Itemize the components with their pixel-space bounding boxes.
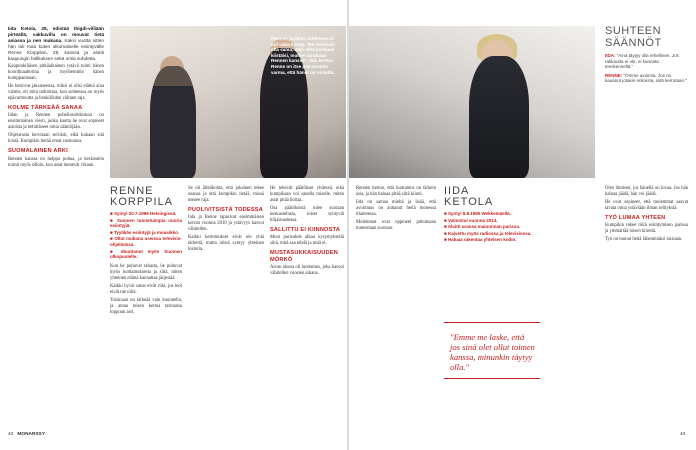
paragraph: Kumpikin tekee töitä esiintymisen parissa ja ymmärtää toisen kiireitä. <box>605 223 688 235</box>
paragraph: Oleo ihmisen, jos hänellä on kivaa. Jos hän haluaa jäädä, hän voi jäädä. <box>605 186 688 197</box>
paragraph: Aivan alussa oli luottamus, joka kasvoi vähitellen vuosien aikana. <box>270 265 344 277</box>
section-heading: MUSTASUKKAISUUDEN MÖRKÖ <box>270 250 338 263</box>
section-heading: TYÖ LUMAA YHTEEN <box>605 215 666 221</box>
paragraph: Rennen kanssa on helppo puhua, ja keskustelu toimii myös silloin, kun asiat menevät vikaan. <box>8 156 104 168</box>
paragraph: Työ on tuonut heitä lähemmäksi toisiaan. <box>605 237 683 243</box>
iida-name <box>444 186 538 208</box>
photo-caption: Rennen ja Iidan suhteessa ei tuli valta-kysyä. "En tarvitsisi olla sama, ettei mitä koskaan kiistäisi, mutten ainakaan Rennen kanssa", Iida kertoo. Renne on itse päinvastoin varma, että hänet on voiteltu. <box>271 36 335 75</box>
column-4-body <box>270 186 344 277</box>
fact-item: ■ Suomen tunnetuimpia nuoria esiintyjiä. <box>110 217 182 229</box>
paragraph: Moni parisuhde alkaa kysymyksellä siitä, mitä saa tehdä ja mitä ei. <box>270 235 344 247</box>
iida-first-name: IIDA <box>444 185 470 197</box>
pullquote-rule-top <box>444 322 540 323</box>
iida-facts <box>444 211 538 243</box>
section-heading: PUOLIVITSISTÄ TODESSA <box>188 207 263 213</box>
section-heading: SUOMALAINEN ARKI <box>8 148 68 155</box>
rule-text: "Omme avoimia. Jos on kauanut jotakin erikoista, siitä kerrotaan." <box>605 72 687 84</box>
paragraph: Osa päätöksistä tulee suoraan keskustelusta, toiset syntyvät hiljaisuudessa. <box>270 206 344 223</box>
paragraph: Kaikki hyvät sanat eivät riitä, jos teot eivät tue niitä. <box>110 283 182 295</box>
paragraph: Iida ja Renne tapasivat ensimmäisen kerran vuonna 2010 ja ystävyys kasvoi vähitellen. <box>188 215 264 233</box>
article-column-2 <box>110 186 182 318</box>
portrait-photo-right <box>349 26 595 178</box>
renne-name <box>110 186 182 208</box>
article-column-1 <box>8 26 104 171</box>
paragraph: Kun he puhuvat rahasta, he puhuvat myös luottamuksesta ja siitä, miten yhteinen elämä kannattaa järjestää. <box>110 263 182 281</box>
fact-item: ■ Aloitti uransa mainonnan parissa. <box>444 224 521 230</box>
pullquote: "Emme me laske, että jos sinä olet ollut toimen kanssa, minunkin täytyy olla." <box>450 332 535 372</box>
article-column-5 <box>356 186 436 234</box>
column-1-body <box>8 64 104 169</box>
fact-item: ■ Syntyi 20.7.1996 Helsingissä. <box>110 211 177 216</box>
paragraph: Toisinaan on tärkeää vain kuunnella, ja antaa toisen kertoa tarinansa loppuun asti. <box>110 297 182 315</box>
fact-item: ■ Muuttanut myös Suomen ulkopuolelle. <box>110 248 182 260</box>
rule-speaker: RENNE: <box>605 72 624 78</box>
intro-paragraph <box>8 26 104 62</box>
paragraph: He kertovat jaksaneensa, miksi ei olisi elämä aina valmis, eli mitä tarkoittaa, kun suhteessa on myös epävarmuutta ja henkilöiden välinen raja. <box>8 84 104 101</box>
rule-item <box>605 73 688 84</box>
fact-item: ■ Ollut mukana useissa televisio-ohjelmissa. <box>110 236 182 247</box>
magazine-name: MONARSSY <box>17 432 46 437</box>
intro-lead: Iida Ketola, 25, edistää thigdi-villiään pirteällä, vakkuvilla on mouvat tietä asiassa ja nen mukana. <box>8 26 104 43</box>
column-7-body <box>605 186 688 243</box>
rule-text: "Aina täytyy olla rehellinen. Jos rakkautta ei ole, ei kannata teeskennellä." <box>605 53 679 70</box>
paragraph: Molemmat ovat oppineet puhumaan tunteistaan suoraan. <box>356 220 436 231</box>
paragraph: Se oli lähtökohta, että jokainen tekee osansa ja että kumpikin tietää, missä menee raja. <box>188 186 264 203</box>
column-5-body <box>356 186 436 232</box>
footer-left <box>8 432 45 437</box>
relationship-rules-box <box>605 26 688 87</box>
paragraph: Iidan ja Rennen puhelinsoittimissa on ensimmäinen viesti, jonka kautta he ovat sopineet asioista ja kehittäneet omia sääntöjään. <box>8 113 104 131</box>
paragraph: Rennen kertoo, että luottamus on tärkein asia, ja hän haluaa pitää siitä kiinni. <box>356 186 436 197</box>
pullquote-rule-bottom <box>444 378 540 379</box>
footer-right <box>680 432 685 437</box>
column-2-body <box>110 264 182 316</box>
section-heading: KOLME TÄRKEÄÄ SANAA <box>8 105 83 111</box>
paragraph: Kaupunkiläisen pitkäaikainen ystävä toimi hänen koordinaattorina ja myöhemmin hänen kumppaninaan. <box>8 64 104 81</box>
article-column-6 <box>444 186 538 244</box>
rules-title-line-1: SUHTEEN <box>605 25 662 37</box>
article-column-4 <box>270 186 344 279</box>
paragraph: He ovat sopineet, että molemmat saavat tavata omia ystäviään ilman selityksiä. <box>605 200 688 211</box>
rules-title <box>605 26 688 49</box>
renne-last-name: KORPPILA <box>110 196 174 208</box>
person-figure <box>150 66 196 178</box>
iida-last-name: KETOLA <box>444 196 494 208</box>
page-number-left: 42 <box>8 432 14 437</box>
fact-item: ■ Haluaa rakentaa yhteisen kodin. <box>444 237 517 243</box>
article-column-3 <box>188 186 264 255</box>
renne-first-name: RENNE <box>110 185 154 197</box>
rules-list <box>605 53 688 84</box>
rules-title-line-2: SÄÄNNÖT <box>605 36 662 49</box>
fact-item: ■ Valmistui vuonna 2014. <box>444 217 498 223</box>
fact-item: ■ Syntyi 8.8.1990 Wekkemäellä. <box>444 211 511 216</box>
section-heading: SALLITTU EI KIINNOSTA <box>270 227 340 233</box>
column-3-body <box>188 186 264 253</box>
paragraph: Ohjeistusta kerrotaan selvästi, eikä kukaan sitä kiistä. Kumpikin tietää omat vastuunsa. <box>8 133 104 145</box>
fact-item: ■ Kaivettu myös radiossa ja televisiossa. <box>444 230 532 236</box>
person-figure <box>469 56 529 178</box>
rule-speaker: IIDA: <box>605 53 617 58</box>
renne-facts <box>110 211 182 260</box>
paragraph: Kaikki kertomukset eivät ole yhtä tärkeitä, mutta niistä syntyy yhteinen historia. <box>188 235 264 253</box>
page-number-right: 43 <box>680 432 686 437</box>
article-column-7 <box>605 186 688 245</box>
rule-item <box>605 53 688 70</box>
paragraph: He tekevät päätökset yhdessä, eikä kumpikaan voi sanella toiselle, miten asiat pitää hoitaa. <box>270 186 344 203</box>
fact-item: ■ Tyylikäs esiintyjä ja muusikko. <box>110 229 180 235</box>
intro-text: Kaksi vuotta sitten hän tuli maa kuten ulkomaiselle esiintyvälle Renne Korppilan, 29, kanssa ja aloitti kaupungin hallituksen sekä omia suhdetta. <box>8 38 104 61</box>
paragraph: Iida on samaa mieltä ja lisää, että avoimuus on auttanut heitä monessa tilanteessa. <box>356 200 436 217</box>
